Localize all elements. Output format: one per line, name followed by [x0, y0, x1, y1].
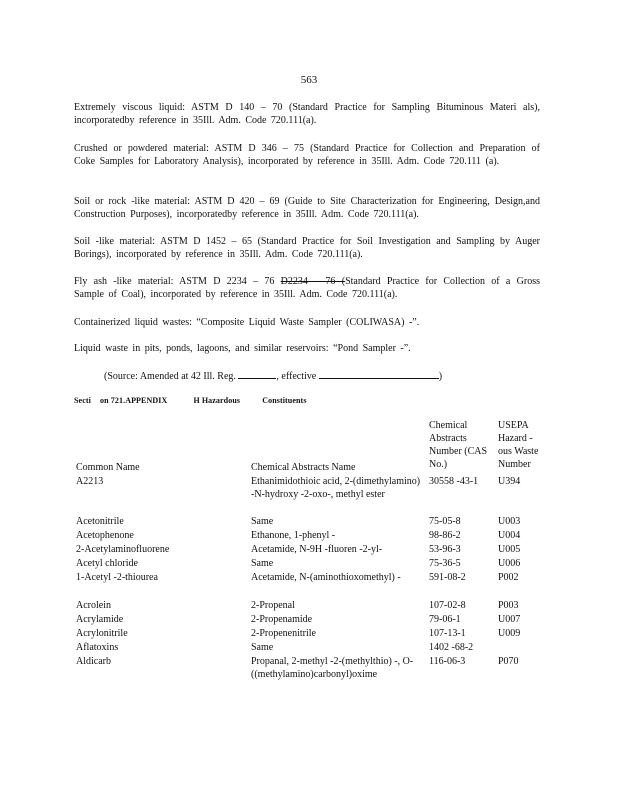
cell-common-name: Acetophenone: [76, 530, 134, 541]
cell-cas-number: 30558 -43-1: [429, 476, 479, 487]
cell-chemical-name: Same: [251, 516, 274, 527]
section-heading-part-4: Constituents: [262, 396, 307, 405]
cell-common-name: 1-Acetyl -2-thiourea: [76, 572, 158, 583]
source-middle: , effective: [276, 371, 317, 382]
cell-waste-number: P002: [498, 572, 519, 583]
cell-cas-number: 79-06-1: [429, 614, 461, 625]
cell-common-name: Aflatoxins: [76, 642, 119, 653]
cell-common-name: 2-Acetylaminofluorene: [76, 544, 170, 555]
header-cas-number: Chemical Abstracts Number (CAS No.): [429, 420, 488, 470]
source-suffix: ): [438, 371, 443, 382]
cell-waste-number: U003: [498, 516, 521, 527]
cell-waste-number: P070: [498, 656, 519, 667]
cell-cas-number: 75-36-5: [429, 558, 461, 569]
cell-cas-number: 98-86-2: [429, 530, 461, 541]
cell-cas-number: 1402 -68-2: [429, 642, 474, 653]
effective-date-blank: [319, 368, 439, 379]
page-number: 563: [300, 74, 318, 86]
paragraph-soil-like-material: Soil -like material: ASTM D 1452 – 65 (Standard Practice for Soil Investigation and Sampling by Auger Borings), incorporated by reference in 35Ill. Adm. Code 720.111(a).: [74, 236, 540, 260]
cell-chemical-name: Propanal, 2-methyl -2-(methylthio) -, O-((methylamino)carbonyl)oxime: [251, 656, 414, 680]
header-hazardous-waste-number: USEPA Hazard - ous Waste Number: [498, 420, 539, 470]
cell-chemical-name: Ethanone, 1-phenyl -: [251, 530, 336, 541]
cell-chemical-name: Same: [251, 642, 274, 653]
paragraph-liquid-waste-pits: Liquid waste in pits, ponds, lagoons, and similar reservoirs: “Pond Sampler -”.: [74, 343, 411, 354]
cell-chemical-name: Acetamide, N-(aminothioxomethyl) -: [251, 572, 401, 583]
cell-common-name: Acrylamide: [76, 614, 124, 625]
cell-waste-number: U007: [498, 614, 521, 625]
paragraph-extremely-viscous-liquid: Extremely viscous liquid: ASTM D 140 – 70 (Standard Practice for Sampling Bituminous Materi als), incorporatedby reference in 35Ill. Adm. Code 720.111(a).: [74, 102, 540, 126]
cell-common-name: Aldicarb: [76, 656, 111, 667]
paragraph-soil-rock-material: Soil or rock -like material: ASTM D 420 – 69 (Guide to Site Characterization for Engineering, Design,and Construction Purposes), incorporatedby reference in 35Ill. Adm. Code 720.111(a).: [74, 196, 540, 220]
cell-cas-number: 107-13-1: [429, 628, 466, 639]
cell-waste-number: P003: [498, 600, 519, 611]
cell-common-name: Acetonitrile: [76, 516, 124, 527]
paragraph-containerized-liquid-wastes: Containerized liquid wastes: “Composite Liquid Waste Sampler (COLIWASA) -”.: [74, 317, 420, 328]
cell-chemical-name: Same: [251, 558, 274, 569]
fly-ash-text-before: Fly ash -like material: ASTM D 2234 – 76: [74, 276, 281, 287]
cell-waste-number: U006: [498, 558, 521, 569]
register-blank: [238, 368, 276, 379]
cell-chemical-name: Ethanimidothioic acid, 2-(dimethylamino) -N-hydroxy -2-oxo-, methyl ester: [251, 476, 421, 500]
struck-text: D2234 – 76 (: [280, 276, 346, 287]
source-note: [104, 368, 442, 383]
cell-waste-number: U394: [498, 476, 521, 487]
cell-chemical-name: 2-Propenenitrile: [251, 628, 316, 639]
cell-common-name: Acetyl chloride: [76, 558, 138, 569]
section-heading-part-1: Secti: [74, 396, 91, 405]
fly-ash-text-after: Standard Practice for Collection of a Gross Sample of Coal), incorporated by reference in 35Ill. Adm. Code 720.111(a).: [74, 276, 540, 300]
cell-waste-number: U004: [498, 530, 521, 541]
section-heading-part-2: on 721.APPENDIX: [100, 396, 168, 405]
section-heading: [74, 396, 307, 405]
cell-chemical-name: 2-Propenal: [251, 600, 295, 611]
cell-cas-number: 107-02-8: [429, 600, 466, 611]
cell-common-name: A2213: [76, 476, 104, 487]
cell-chemical-name: Acetamide, N-9H -fluoren -2-yl-: [251, 544, 383, 555]
header-chemical-abstracts-name: Chemical Abstracts Name: [251, 462, 356, 473]
section-heading-part-3: H Hazardous: [193, 396, 241, 405]
cell-common-name: Acrylonitrile: [76, 628, 128, 639]
cell-cas-number: 75-05-8: [429, 516, 461, 527]
cell-chemical-name: 2-Propenamide: [251, 614, 313, 625]
cell-cas-number: 116-06-3: [429, 656, 466, 667]
source-prefix: (Source: Amended at 42 Ill. Reg.: [104, 371, 236, 382]
cell-common-name: Acrolein: [76, 600, 111, 611]
cell-waste-number: U005: [498, 544, 521, 555]
paragraph-fly-ash-material: [74, 275, 540, 301]
paragraph-crushed-powdered-material: Crushed or powdered material: ASTM D 346 – 75 (Standard Practice for Collection and Preparation of Coke Samples for Laboratory Analysis), incorporated by reference in 35Ill. Adm. Code 720.111 (a).: [74, 143, 540, 167]
cell-cas-number: 53-96-3: [429, 544, 461, 555]
cell-waste-number: U009: [498, 628, 521, 639]
cell-cas-number: 591-08-2: [429, 572, 466, 583]
header-common-name: Common Name: [76, 462, 140, 473]
